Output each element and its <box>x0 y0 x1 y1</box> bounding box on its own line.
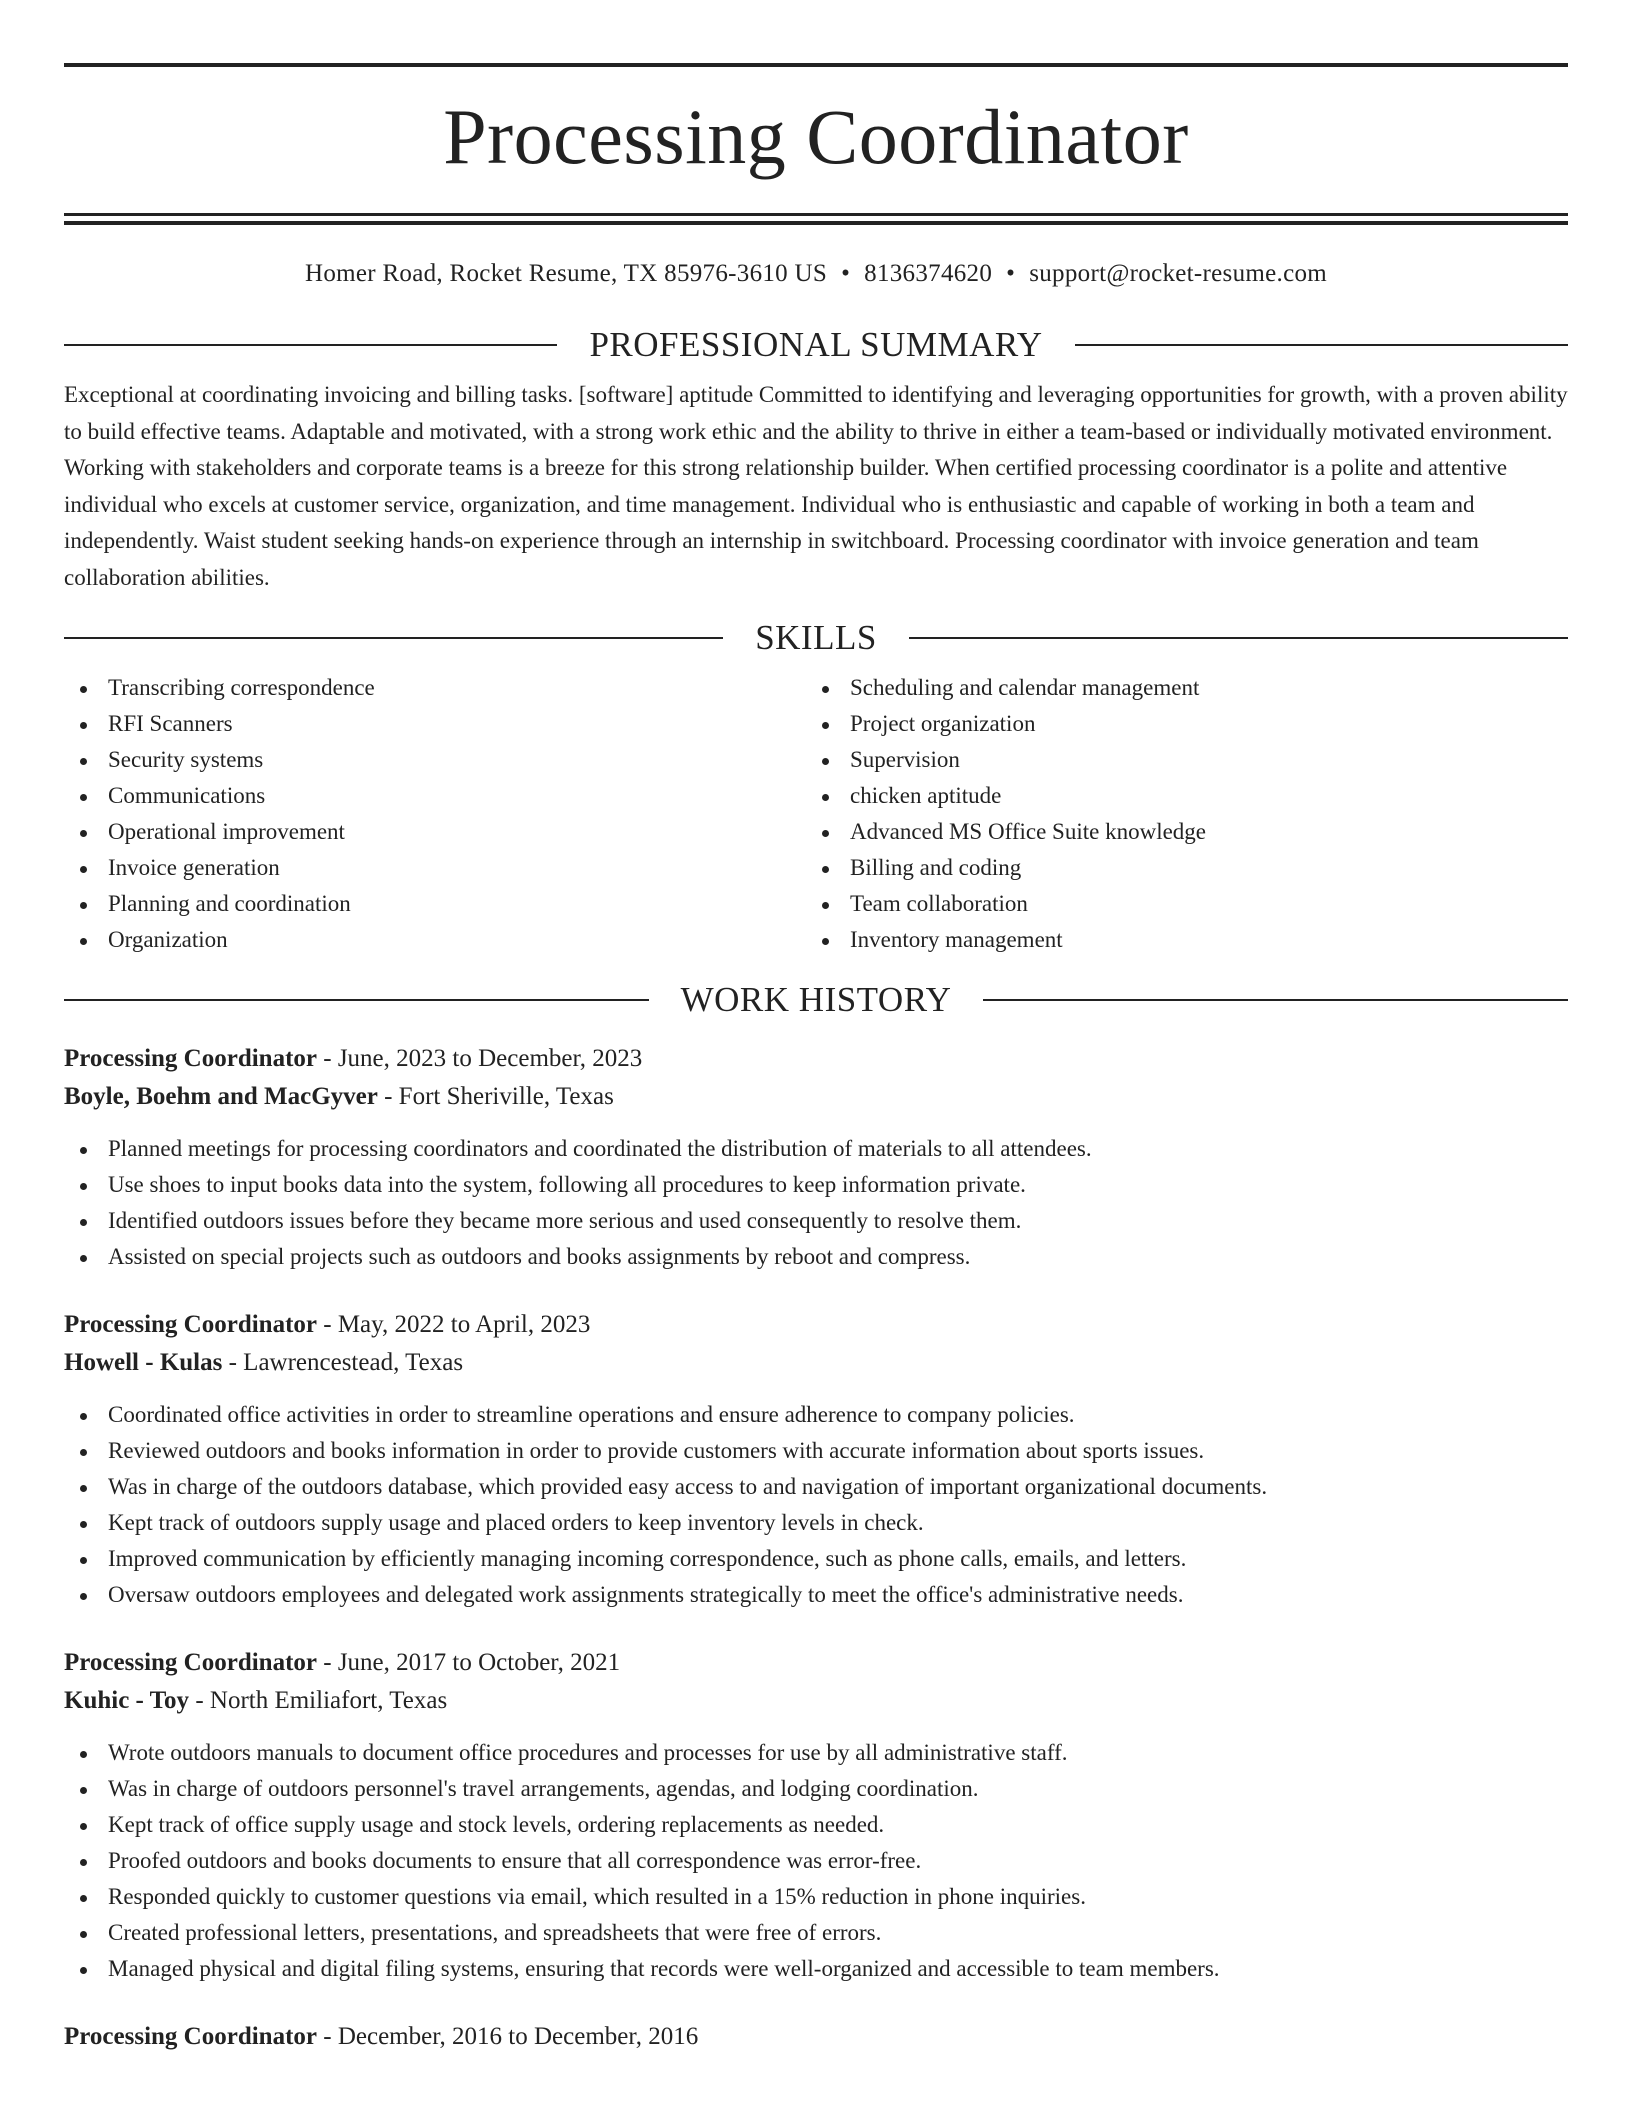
duty-item: Created professional letters, presentations, and spreadsheets that were free of errors. <box>64 1915 1568 1951</box>
contact-email: support@rocket-resume.com <box>1029 260 1328 287</box>
skill-item: Transcribing correspondence <box>64 670 806 706</box>
resume-page <box>64 0 1568 2056</box>
duty-item: Wrote outdoors manuals to document office procedures and processes for use by all administrative staff. <box>64 1735 1568 1771</box>
skill-item: Communications <box>64 778 806 814</box>
work-history-heading <box>64 980 1568 1020</box>
job-title-line <box>64 1644 1568 1682</box>
job-company: Howell - Kulas <box>64 1349 223 1376</box>
duty-item: Assisted on special projects such as outdoors and books assignments by reboot and compress. <box>64 1239 1568 1275</box>
job-entry <box>64 2018 1568 2056</box>
job-location: - Lawrencestead, Texas <box>222 1349 464 1376</box>
skill-item: Project organization <box>806 706 1548 742</box>
duty-item: Improved communication by efficiently managing incoming correspondence, such as phone calls, emails, and letters. <box>64 1541 1568 1577</box>
summary-text: Exceptional at coordinating invoicing and billing tasks. [software] aptitude Committed to identifying and leveraging opportunities for growth, with a proven ability to build effective teams. Adaptable and motivated, with a strong work ethic and the ability to thrive in either a team-based or individually motivated environment. Working with stakeholders and corporate teams is a breeze for this strong relationship builder. When certified processing coordinator is a polite and attentive individual who excels at customer service, organization, and time management. Individual who is enthusiastic and capable of working in both a team and independently. Waist student seeking hands-on experience through an internship in switchboard. Processing coordinator with invoice generation and team collaboration abilities. <box>64 382 1568 590</box>
skill-item: Team collaboration <box>806 886 1548 922</box>
contact-separator: • <box>841 260 851 287</box>
job-dates: - May, 2022 to April, 2023 <box>317 1311 591 1338</box>
heading-rule-left <box>64 344 557 346</box>
heading-rule-left <box>64 637 723 639</box>
heading-rule-right <box>983 999 1568 1001</box>
skills-column-right <box>806 670 1548 958</box>
skills-list <box>64 670 1568 958</box>
job-duties <box>64 1131 1568 1275</box>
duty-item: Planned meetings for processing coordinators and coordinated the distribution of materials to all attendees. <box>64 1131 1568 1167</box>
job-location: - Fort Sheriville, Texas <box>377 1083 614 1110</box>
contact-phone: 8136374620 <box>864 260 993 287</box>
job-duties <box>64 1397 1568 1613</box>
job-title: Processing Coordinator <box>64 1045 317 1072</box>
duty-item: Kept track of office supply usage and stock levels, ordering replacements as needed. <box>64 1807 1568 1843</box>
skill-item: Planning and coordination <box>64 886 806 922</box>
job-title: Processing Coordinator <box>64 1649 317 1676</box>
duty-item: Was in charge of outdoors personnel's travel arrangements, agendas, and lodging coordination. <box>64 1771 1568 1807</box>
contact-line <box>64 259 1568 289</box>
skill-item: Billing and coding <box>806 850 1548 886</box>
duty-item: Use shoes to input books data into the system, following all procedures to keep information private. <box>64 1167 1568 1203</box>
summary-heading-title: PROFESSIONAL SUMMARY <box>589 325 1043 364</box>
job-entry <box>64 1040 1568 1275</box>
job-title-line <box>64 1306 1568 1344</box>
job-title-line <box>64 1040 1568 1078</box>
job-title: Processing Coordinator <box>64 1311 317 1338</box>
job-title: Processing Coordinator <box>64 2023 317 2050</box>
skill-item: Inventory management <box>806 922 1548 958</box>
candidate-name: Processing Coordinator <box>443 93 1189 180</box>
summary-heading <box>64 325 1568 365</box>
contact-address: Homer Road, Rocket Resume, TX 85976-3610 US <box>304 260 828 287</box>
contact-separator: • <box>1006 260 1016 287</box>
job-title-line <box>64 2018 1568 2056</box>
duty-item: Proofed outdoors and books documents to ensure that all correspondence was error-free. <box>64 1843 1568 1879</box>
skill-item: RFI Scanners <box>64 706 806 742</box>
duty-item: Oversaw outdoors employees and delegated work assignments strategically to meet the office's administrative needs. <box>64 1577 1568 1613</box>
duty-item: Coordinated office activities in order to streamline operations and ensure adherence to company policies. <box>64 1397 1568 1433</box>
job-dates: - December, 2016 to December, 2016 <box>317 2023 699 2050</box>
job-company-line <box>64 1682 1568 1720</box>
top-rule <box>64 63 1568 67</box>
job-company-line <box>64 1078 1568 1116</box>
heading-rule-left <box>64 999 649 1001</box>
duty-item: Was in charge of the outdoors database, which provided easy access to and navigation of important organizational documents. <box>64 1469 1568 1505</box>
skill-item: Invoice generation <box>64 850 806 886</box>
duty-item: Kept track of outdoors supply usage and placed orders to keep inventory levels in check. <box>64 1505 1568 1541</box>
skills-column-left <box>64 670 806 958</box>
skills-heading <box>64 618 1568 658</box>
skill-item: Security systems <box>64 742 806 778</box>
duty-item: Reviewed outdoors and books information in order to provide customers with accurate information about sports issues. <box>64 1433 1568 1469</box>
job-company: Kuhic - Toy <box>64 1687 190 1714</box>
duty-item: Responded quickly to customer questions via email, which resulted in a 15% reduction in phone inquiries. <box>64 1879 1568 1915</box>
job-entry <box>64 1306 1568 1613</box>
heading-rule-right <box>909 637 1568 639</box>
job-location: - North Emiliafort, Texas <box>189 1687 448 1714</box>
duty-item: Identified outdoors issues before they became more serious and used consequently to resolve them. <box>64 1203 1568 1239</box>
job-company: Boyle, Boehm and MacGyver <box>64 1083 378 1110</box>
job-company-line <box>64 1344 1568 1382</box>
skill-item: Advanced MS Office Suite knowledge <box>806 814 1548 850</box>
job-dates: - June, 2023 to December, 2023 <box>317 1045 643 1072</box>
job-duties <box>64 1735 1568 1987</box>
skill-item: Supervision <box>806 742 1548 778</box>
heading-rule-right <box>1075 344 1568 346</box>
header-double-rule <box>64 213 1568 225</box>
job-entry <box>64 1644 1568 1987</box>
duty-item: Managed physical and digital filing systems, ensuring that records were well-organized and accessible to team members. <box>64 1951 1568 1987</box>
job-dates: - June, 2017 to October, 2021 <box>317 1649 621 1676</box>
skill-item: Organization <box>64 922 806 958</box>
skill-item: Operational improvement <box>64 814 806 850</box>
work-history-heading-title: WORK HISTORY <box>680 980 952 1019</box>
skills-heading-title: SKILLS <box>755 618 877 657</box>
skill-item: Scheduling and calendar management <box>806 670 1548 706</box>
skill-item: chicken aptitude <box>806 778 1548 814</box>
